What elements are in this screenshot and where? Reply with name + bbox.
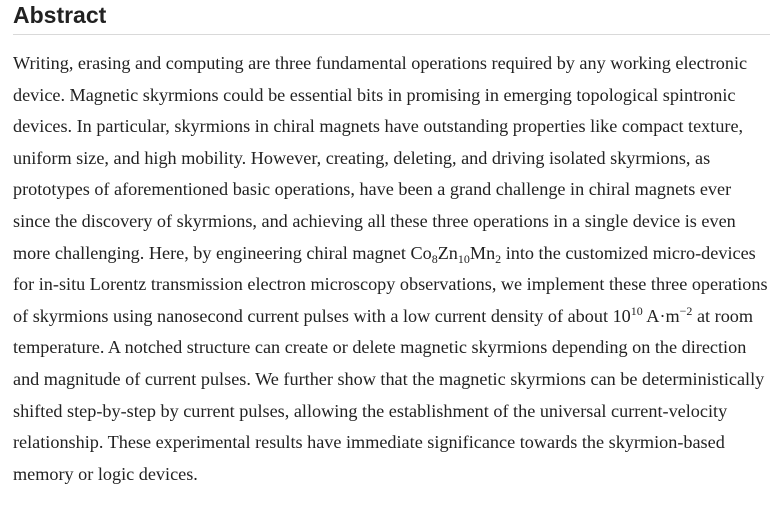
heading-divider bbox=[13, 34, 770, 35]
abstract-text-part-1: Writing, erasing and computing are three fundamental operations required by any working electronic device. Magnetic skyrmions could be essential bits in promising in emerging topological spintronic devices. In particular, skyrmions in chiral magnets have outstanding properties like compact texture, uniform size, and high mobility. However, creating, deleting, and driving isolated skyrmions, as prototypes of aforementioned basic operations, have been a grand challenge in chiral magnets ever since the discovery of skyrmions, and achieving all these three operations in a single device is even more challenging. Here, by engineering chiral magnet bbox=[13, 53, 748, 263]
current-density-unit-exponent: −2 bbox=[679, 304, 693, 319]
formula-zinc: Zn bbox=[437, 242, 458, 263]
current-density-unit: A·m bbox=[642, 305, 680, 326]
current-density-base: 10 bbox=[612, 305, 631, 326]
abstract-text-part-2: into the customized micro-devices for in-situ Lorentz transmission electron microscopy observations, we implement these three operations of skyrmions using nanosecond current pulses with a low current density of about bbox=[13, 242, 768, 326]
formula-manganese: Mn bbox=[469, 242, 496, 263]
formula-cobalt-subscript: 8 bbox=[431, 251, 438, 266]
abstract-heading: Abstract bbox=[13, 2, 107, 28]
formula-zinc-subscript: 10 bbox=[457, 251, 470, 266]
abstract-paragraph bbox=[13, 48, 770, 490]
formula-manganese-subscript: 2 bbox=[495, 251, 502, 266]
formula-cobalt: Co bbox=[410, 242, 432, 263]
current-density-exponent: 10 bbox=[630, 304, 643, 319]
abstract-text-part-3: at room temperature. A notched structure can create or delete magnetic skyrmions depending on the direction and magnitude of current pulses. We further show that the magnetic skyrmions can be deterministically shifted step-by-step by current pulses, allowing the establishment of the universal current-velocity relationship. These experimental results have immediate significance towards the skyrmion-based memory or logic devices. bbox=[13, 305, 765, 484]
